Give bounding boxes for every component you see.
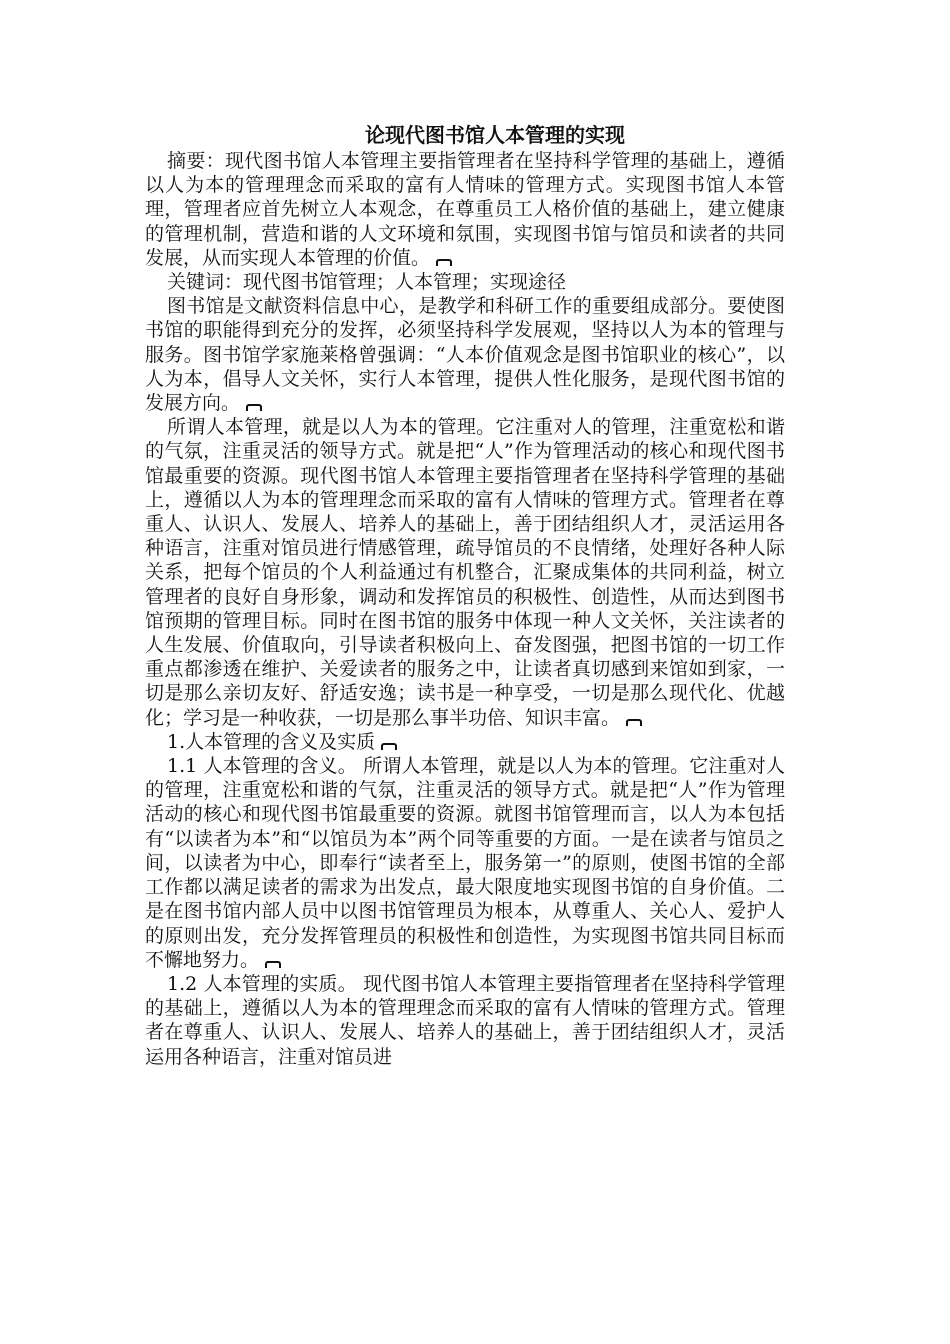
document-page xyxy=(145,122,785,1069)
paragraph-intro xyxy=(145,294,785,415)
paragraph-section-1-2 xyxy=(145,972,785,1069)
paragraph-text: 1.1 人本管理的含义。 所谓人本管理，就是以人为本的管理。它注重对人的管理，注重宽松和谐的气氛，注重灵活的领导方式。就是把“人”作为管理活动的核心和现代图书馆最重要的资源。就图书馆管理而言，以人为本包括有“以读者为本”和“以馆员为本”两个同等重要的方面。一是在读者与馆员之间，以读者为中心，即奉行“读者至上，服务第一”的原则，使图书馆的全部工作都以满足读者的需求为出发点，最大限度地实现图书馆的自身价值。二是在图书馆内部人员中以图书馆管理员为根本，从尊重人、关心人、爱护人的原则出发，充分发挥管理员的积极性和创造性，为实现图书馆共同目标而不懈地努力。 xyxy=(145,755,785,971)
paragraph-mark-icon xyxy=(265,961,281,968)
document-body xyxy=(145,149,785,1069)
paragraph-definition xyxy=(145,415,785,730)
paragraph-text: 图书馆是文献资料信息中心，是教学和科研工作的重要组成部分。要使图书馆的职能得到充分的发挥，必须坚持科学发展观，坚持以人为本的管理与服务。图书馆学家施莱格曾强调：“人本价值观念是图书馆职业的核心”，以人为本，倡导人文关怀，实行人本管理，提供人性化服务，是现代图书馆的发展方向。 xyxy=(145,295,785,415)
paragraph-text: 关键词：现代图书馆管理；人本管理；实现途径 xyxy=(167,271,567,294)
paragraph-mark-icon xyxy=(626,719,642,726)
paragraph-text: 1.人本管理的含义及实质 xyxy=(167,730,376,753)
paragraph-mark-icon xyxy=(381,743,397,750)
paragraph-text: 摘要：现代图书馆人本管理主要指管理者在坚持科学管理的基础上，遵循以人为本的管理理念而采取的富有人情味的管理方式。实现图书馆人本管理，管理者应首先树立人本观念，在尊重员工人格价值的基础上，建立健康的管理机制，营造和谐的人文环境和氛围，实现图书馆与馆员和读者的共同发展，从而实现人本管理的价值。 xyxy=(145,150,785,269)
paragraph-section-1-1 xyxy=(145,754,785,972)
paragraph-abstract xyxy=(145,149,785,270)
paragraph-text: 1.2 人本管理的实质。 现代图书馆人本管理主要指管理者在坚持科学管理的基础上，遵循以人为本的管理理念而采取的富有人情味的管理方式。管理者在尊重人、认识人、发展人、培养人的基础上，善于团结组织人才，灵活运用各种语言，注重对馆员进 xyxy=(145,972,785,1068)
paragraph-text: 所谓人本管理，就是以人为本的管理。它注重对人的管理，注重宽松和谐的气氛，注重灵活的领导方式。就是把“人”作为管理活动的核心和现代图书馆最重要的资源。现代图书馆人本管理主要指管理者在坚持科学管理的基础上，遵循以人为本的管理理念而采取的富有人情味的管理方式。管理者在尊重人、认识人、发展人、培养人的基础上，善于团结组织人才，灵活运用各种语言，注重对馆员进行情感管理，疏导馆员的不良情绪，处理好各种人际关系，把每个馆员的个人利益通过有机整合，汇聚成集体的共同利益，树立管理者的良好自身形象，调动和发挥馆员的积极性、创造性，从而达到图书馆预期的管理目标。同时在图书馆的服务中体现一种人文关怀，关注读者的人生发展、价值取向，引导读者积极向上、奋发图强，把图书馆的一切工作重点都渗透在维护、关爱读者的服务之中，让读者真切感到来馆如到家，一切是那么亲切友好、舒适安逸；读书是一种享受，一切是那么现代化、优越化；学习是一种收获，一切是那么事半功倍、知识丰富。 xyxy=(145,416,785,729)
paragraph-keywords xyxy=(145,270,785,294)
paragraph-mark-icon xyxy=(246,404,262,411)
paragraph-mark-icon xyxy=(436,259,452,266)
document-title: 论现代图书馆人本管理的实现 xyxy=(365,123,625,147)
paragraph-section-1 xyxy=(145,730,785,754)
